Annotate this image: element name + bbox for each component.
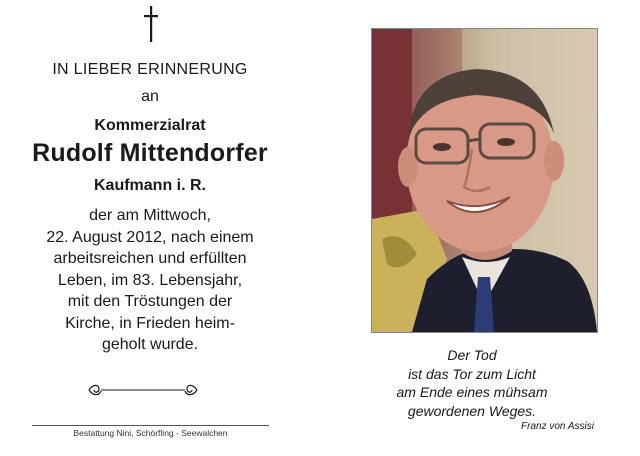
portrait-illustration bbox=[372, 29, 597, 332]
quote-line: gewordenen Weges. bbox=[407, 402, 537, 419]
obituary-line: arbeitsreichen und erfüllten bbox=[53, 250, 247, 267]
obituary-line: Leben, im 83. Lebensjahr, bbox=[57, 271, 243, 289]
obituary-line: der am Mittwoch, bbox=[89, 207, 211, 224]
footer-divider bbox=[32, 425, 269, 426]
obituary-line: geholt wurde. bbox=[101, 336, 199, 353]
cross-icon bbox=[140, 6, 162, 42]
quote-text bbox=[352, 346, 592, 420]
quote-author: Franz von Assisi bbox=[521, 421, 594, 432]
obituary-text bbox=[20, 205, 280, 356]
occupation: Kaufmann i. R. bbox=[93, 177, 206, 194]
ornament-divider-icon bbox=[83, 381, 203, 399]
honorary-title: Kommerzialrat bbox=[94, 117, 206, 134]
obituary-line: mit den Tröstungen der bbox=[67, 293, 233, 310]
quote-line: Der Tod bbox=[447, 347, 497, 363]
intro-heading: IN LIEBER ERINNERUNG bbox=[52, 61, 248, 78]
portrait-photo bbox=[371, 28, 598, 333]
quote-line: ist das Tor zum Licht bbox=[408, 365, 536, 382]
deceased-name: Rudolf Mittendorfer bbox=[32, 139, 268, 167]
quote-line: am Ende eines mühsam bbox=[396, 384, 548, 400]
funeral-home-credit: Bestattung Nini, Schörfling - Seewalchen bbox=[73, 428, 228, 438]
an-text: an bbox=[141, 88, 159, 105]
obituary-line: Kirche, in Frieden heim- bbox=[65, 314, 235, 332]
obituary-line: 22. August 2012, nach einem bbox=[46, 228, 254, 246]
